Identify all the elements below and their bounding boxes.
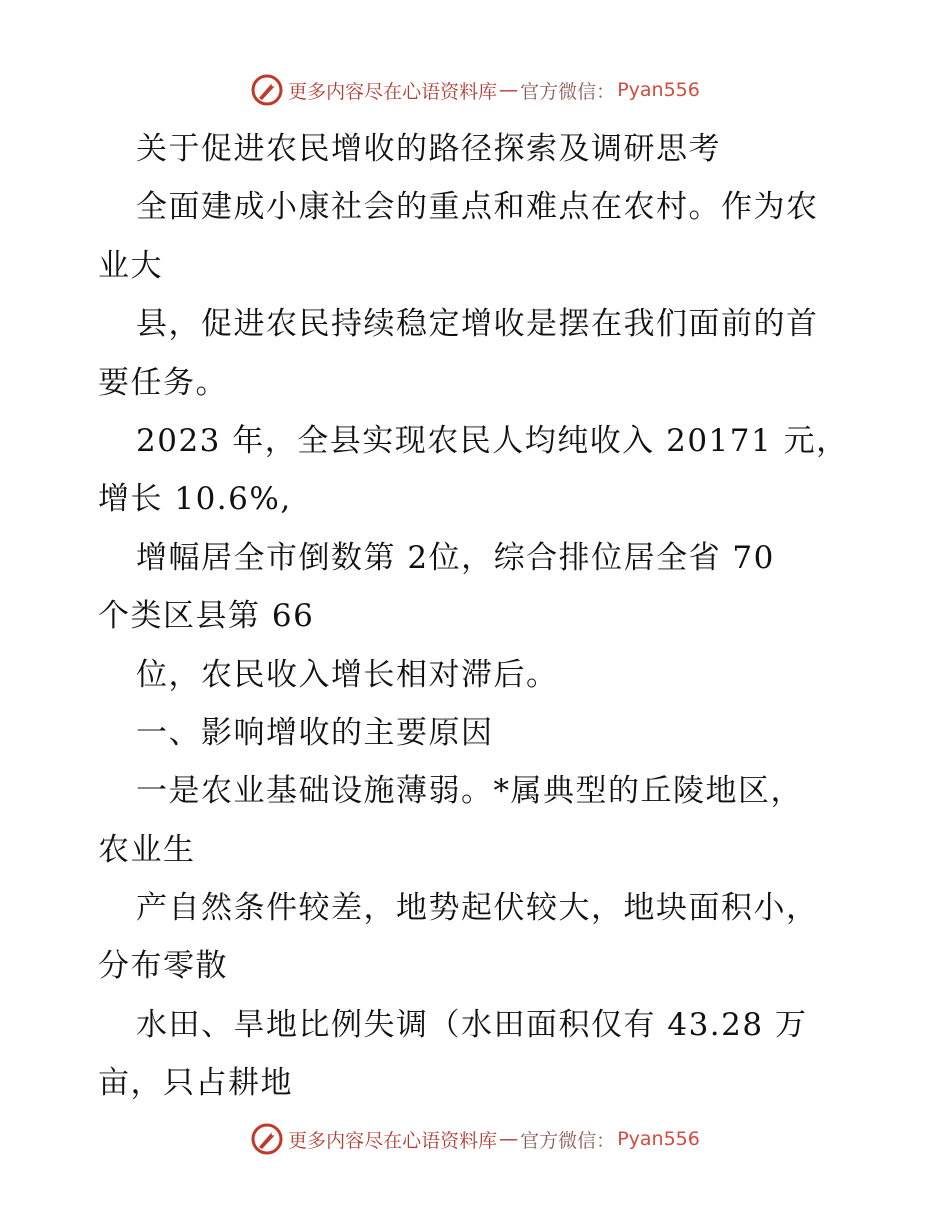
document-line: 增幅居全市倒数第 2位，综合排位居全省 70 (136, 539, 775, 576)
watermark-text: 更多内容尽在心语资料库 (288, 80, 498, 103)
document-line: 位，农民收入增长相对滞后。 (136, 656, 559, 693)
footer-watermark (0, 1119, 950, 1159)
document-line: 县，促进农民持续稳定增收是摆在我们面前的首 (136, 306, 819, 343)
watermark-wechat-label: 官方微信： (520, 80, 616, 103)
document-line: 个类区县第 66 (98, 598, 315, 635)
document-line: 水田、旱地比例失调（水田面积仅有 43.28 万 (136, 1006, 808, 1043)
document-line: 农业生 (98, 831, 196, 868)
document-line: 一、影响增收的主要原因 (136, 714, 494, 751)
pen-logo-icon (250, 1122, 284, 1156)
watermark-wechat-id: Pyan556 (617, 79, 700, 101)
document-line: 亩，只占耕地 (98, 1065, 293, 1102)
document-line: 全面建成小康社会的重点和难点在农村。作为农 (136, 189, 819, 226)
document-line: 产自然条件较差，地势起伏较大，地块面积小， (136, 890, 819, 927)
document-line: 增长 10.6%, (98, 481, 292, 518)
watermark-separator: — (499, 1128, 519, 1150)
watermark-wechat-id: Pyan556 (617, 1128, 700, 1150)
document-line: 要任务。 (98, 364, 228, 401)
document-body (98, 120, 858, 1113)
document-line: 一是农业基础设施薄弱。*属典型的丘陵地区， (136, 773, 803, 810)
watermark-wechat-label: 官方微信： (520, 1129, 616, 1152)
document-line: 关于促进农民增收的路径探索及调研思考 (136, 131, 721, 167)
watermark-text: 更多内容尽在心语资料库 (288, 1129, 498, 1152)
document-line: 分布零散 (98, 948, 228, 985)
document-line: 业大 (98, 247, 163, 284)
watermark-separator: — (499, 79, 519, 101)
pen-logo-icon (250, 73, 284, 107)
document-line: 2023 年，全县实现农民人均纯收入 20171 元， (136, 422, 849, 459)
header-watermark (0, 70, 950, 110)
